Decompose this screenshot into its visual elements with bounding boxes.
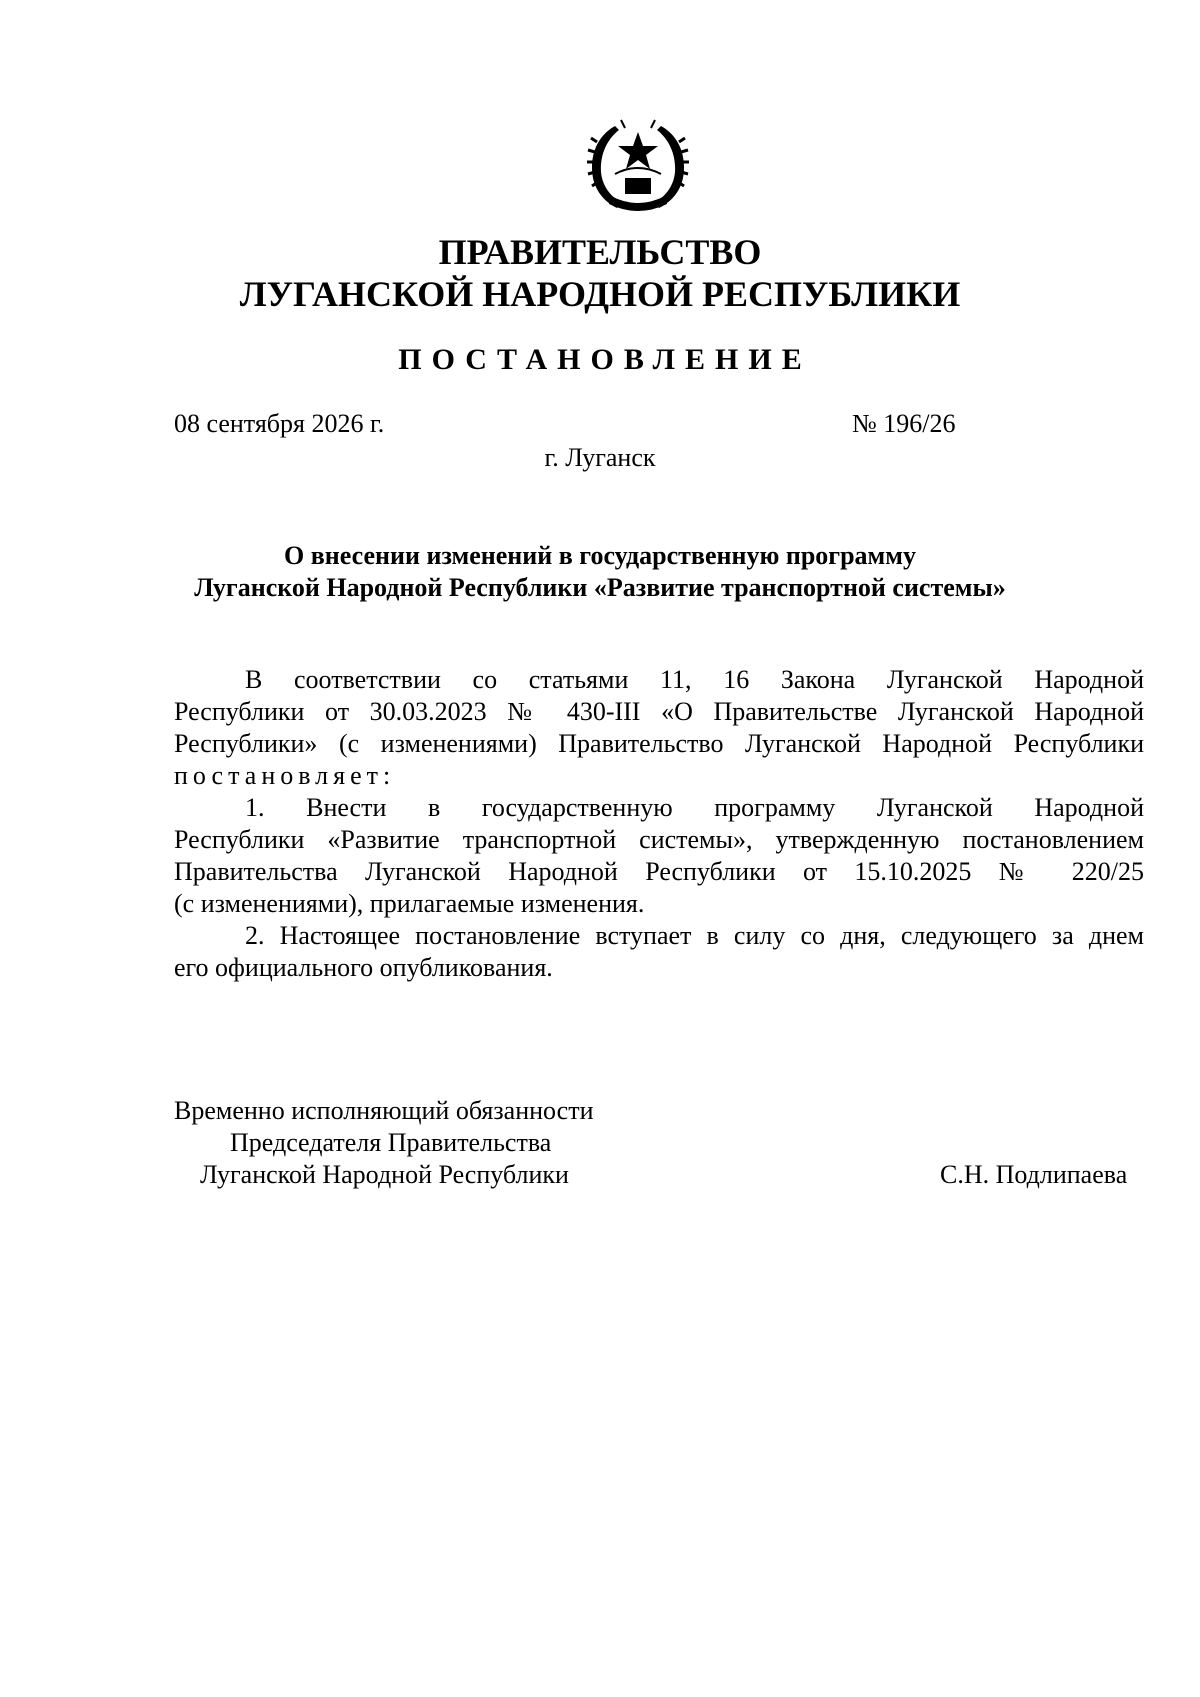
document-date: 08 сентября 2026 г.: [174, 409, 385, 438]
body-line: 1. Внести в государственную программу Луганской Народной: [245, 793, 1144, 822]
government-title-line1: ПРАВИТЕЛЬСТВО: [438, 232, 762, 272]
signatory-position-line2: Председателя Правительства: [230, 1128, 552, 1157]
body-line: Республики «Развитие транспортной системы», утвержденную постановлением: [174, 825, 1144, 854]
coat-of-arms-icon: [575, 112, 701, 214]
body-line: Правительства Луганской Народной Республики от 15.10.2025 № 220/25: [174, 857, 1144, 886]
body-line: 2. Настоящее постановление вступает в силу со дня, следующего за днем: [245, 921, 1144, 950]
signatory-position-line3: Луганской Народной Республики: [200, 1160, 569, 1189]
body-line: Республики от 30.03.2023 № 430-III «О Правительстве Луганской Народной: [174, 697, 1144, 726]
subject-line2: Луганской Народной Республики «Развитие транспортной системы»: [194, 573, 1006, 602]
subject-line1: О внесении изменений в государственную программу: [284, 541, 916, 570]
government-title-line2: ЛУГАНСКОЙ НАРОДНОЙ РЕСПУБЛИКИ: [239, 274, 961, 314]
body-line: его официального опубликования.: [174, 953, 553, 982]
body-line: (с изменениями), прилагаемые изменения.: [174, 889, 645, 918]
body-line: Республики» (с изменениями) Правительство Луганской Народной Республики: [174, 729, 1144, 758]
document-city: г. Луганск: [544, 443, 656, 472]
signatory-position-line1: Временно исполняющий обязанности: [174, 1096, 594, 1125]
document-number: № 196/26: [852, 409, 956, 438]
body-line: постановляет:: [174, 761, 396, 790]
signatory-name: С.Н. Подлипаева: [940, 1160, 1128, 1189]
document-type: ПОСТАНОВЛЕНИЕ: [398, 343, 812, 376]
body-line: В соответствии со статьями 11, 16 Закона Луганской Народной: [245, 665, 1144, 694]
